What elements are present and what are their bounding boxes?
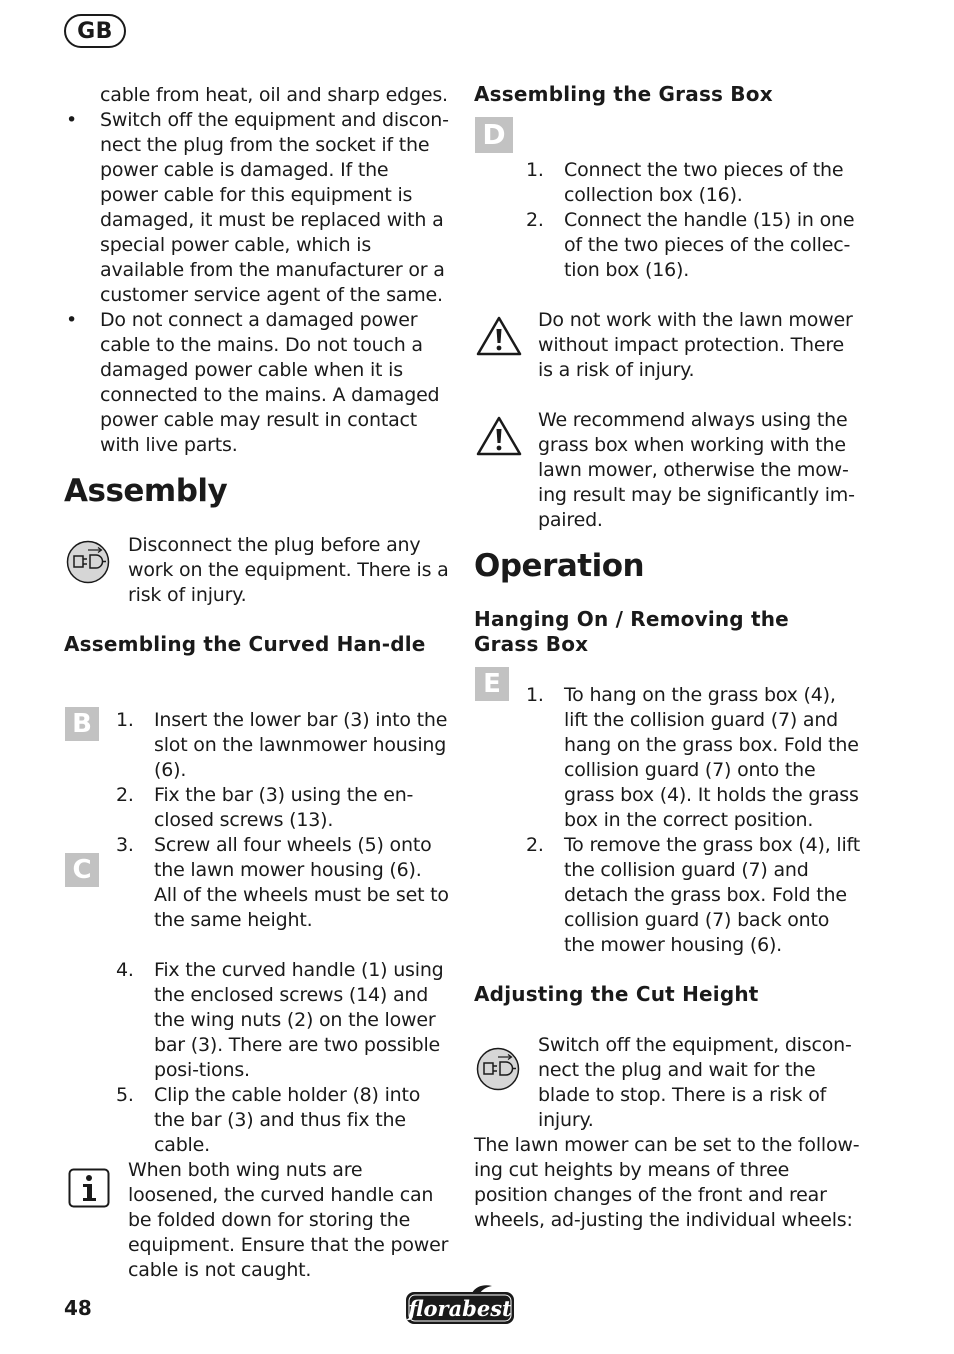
step-number: 4. [116, 959, 134, 981]
step-text: Insert the lower bar (3) into the slot on the lawnmower housing (6). [154, 709, 448, 781]
figure-label-b: B [65, 707, 99, 741]
step-text: Connect the handle (15) in one of the two pieces of the collec-tion box (16). [564, 209, 855, 281]
section-title-assembly: Assembly [64, 473, 228, 509]
florabest-logo [404, 1284, 516, 1328]
list-item [64, 783, 449, 833]
step-number: 5. [116, 1084, 134, 1106]
step-number: 2. [526, 209, 544, 231]
step-text: Fix the curved handle (1) using the enclosed screws (14) and the wing nuts (2) on the lower bar (3). There are two possible posi-tions. [154, 959, 444, 1081]
list-item [474, 683, 864, 833]
handle-steps-list [64, 708, 449, 1158]
unplug-icon [476, 1047, 520, 1091]
subsection-title-cut-height: Adjusting the Cut Height [474, 982, 759, 1006]
list-item [474, 833, 864, 958]
step-text: Clip the cable holder (8) into the bar (3) and thus fix the cable. [154, 1084, 421, 1156]
step-number: 3. [116, 834, 134, 856]
brand-name: florabest [408, 1295, 512, 1321]
info-note-text: When both wing nuts are loosened, the curved handle can be folded down for storing the equipment. Ensure that the power cable is not caught. [128, 1159, 449, 1281]
step-number: 1. [526, 684, 544, 706]
cut-height-body-text: The lawn mower can be set to the follow-ing cut heights by means of three position changes of the front and rear wheels, ad-justing the individual wheels: [474, 1134, 860, 1231]
list-item [64, 833, 449, 933]
list-item [64, 108, 449, 308]
safety-bullet-list [64, 108, 449, 458]
page-number: 48 [64, 1296, 92, 1320]
cut-height-warning-text: Switch off the equipment, discon-nect the plug and wait for the blade to stop. There is a risk of injury. [538, 1034, 852, 1131]
info-icon [68, 1168, 110, 1208]
bullet-text: Switch off the equipment and discon-nect the plug from the socket if the power cable is damaged. If the power cable for this equipment is damaged, it must be replaced with a special power cable, which is available from the manufacturer or a customer service agent of the same. [100, 109, 449, 306]
step-number: 2. [526, 834, 544, 856]
step-text: To remove the grass box (4), lift the collision guard (7) and detach the grass box. Fold the collision guard (7) back onto the mower housing (6). [564, 834, 860, 956]
assembly-warning-text: Disconnect the plug before any work on the equipment. There is a risk of injury. [128, 534, 449, 606]
figure-label-c: C [65, 853, 99, 887]
list-item [474, 158, 864, 208]
warning-triangle-icon [476, 315, 522, 357]
bullet-icon: • [66, 309, 78, 331]
figure-label-e: E [475, 667, 509, 701]
section-title-operation: Operation [474, 548, 645, 584]
warning-impact-protection-text: Do not work with the lawn mower without impact protection. There is a risk of injury. [538, 309, 853, 381]
continuation-text: cable from heat, oil and sharp edges. [100, 84, 448, 106]
figure-label-d: D [475, 117, 513, 153]
language-badge: GB [64, 14, 126, 48]
list-item [64, 308, 449, 458]
step-number: 1. [526, 159, 544, 181]
subsection-title-hanging: Hanging On / Removing the Grass Box [474, 607, 789, 656]
list-item [64, 708, 449, 783]
step-text: Fix the bar (3) using the en-closed screws (13). [154, 784, 414, 831]
bullet-text: Do not connect a damaged power cable to the mains. Do not touch a damaged power cable when it is connected to the mains. A damaged power cable may result in contact with live parts. [100, 309, 440, 456]
hanging-steps-list [474, 683, 864, 958]
subsection-title-curved-handle: Assembling the Curved Han-dle [64, 632, 426, 656]
step-text: To hang on the grass box (4), lift the collision guard (7) and hang on the grass box. Fold the collision guard (7) onto the grass box (4). It holds the grass box in the correct position. [564, 684, 859, 831]
step-number: 1. [116, 709, 134, 731]
grass-box-steps-list [474, 158, 864, 283]
subsection-title-grass-box: Assembling the Grass Box [474, 82, 773, 106]
unplug-icon [66, 540, 110, 584]
bullet-icon: • [66, 109, 78, 131]
step-number: 2. [116, 784, 134, 806]
step-text: Screw all four wheels (5) onto the lawn mower housing (6). All of the wheels must be set to the same height. [154, 834, 449, 931]
warning-grass-box-text: We recommend always using the grass box when working with the lawn mower, otherwise the mow-ing result may be significantly im-paired. [538, 409, 855, 531]
list-item [64, 1083, 449, 1158]
warning-triangle-icon [476, 415, 522, 457]
list-item [64, 958, 449, 1083]
step-text: Connect the two pieces of the collection box (16). [564, 159, 844, 206]
list-item [474, 208, 864, 283]
